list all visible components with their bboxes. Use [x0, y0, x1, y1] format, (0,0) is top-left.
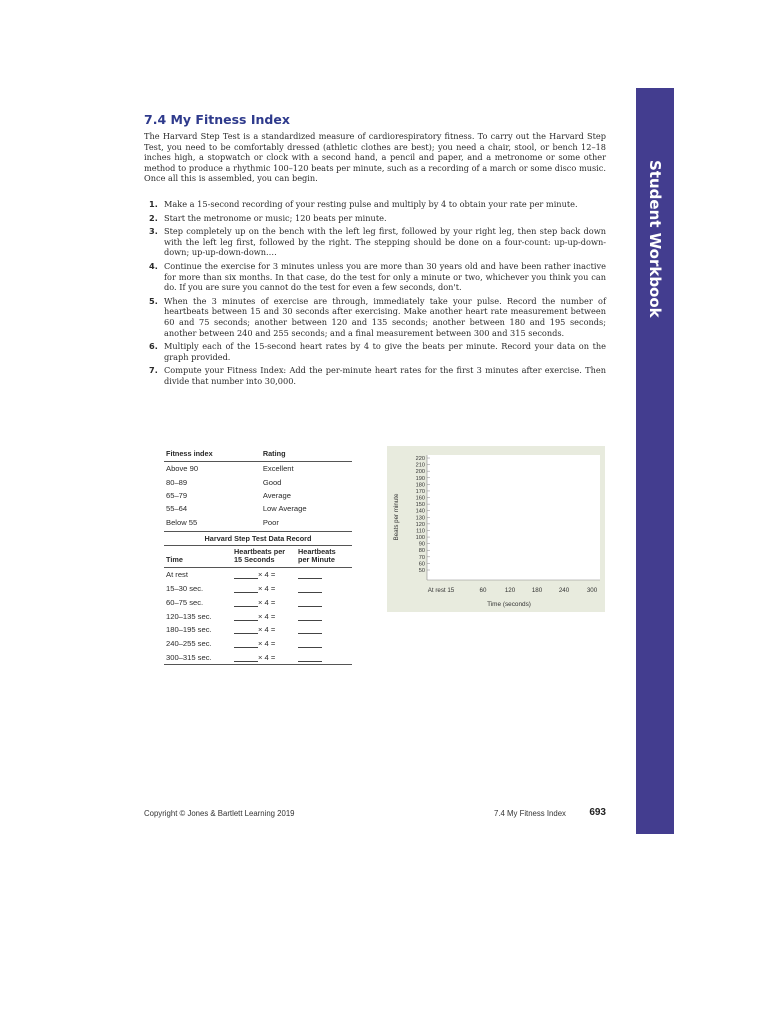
per15-header-line2: 15 Seconds	[234, 555, 275, 565]
per15-entry-cell	[232, 609, 296, 623]
heart-rate-chart	[387, 446, 605, 612]
time-cell: 180–195 sec.	[166, 625, 212, 635]
sidebar-band	[636, 88, 674, 834]
x-tick-label: 240	[558, 587, 570, 594]
fitness-index-cell: 55–64	[166, 504, 188, 514]
fitness-index-cell: Below 55	[166, 517, 198, 527]
y-tick-label: 180	[415, 482, 425, 489]
step-text: Compute your Fitness Index: Add the per-minute heart rates for the first 3 minutes after exercise. Then divide that number into 30,000.	[164, 365, 606, 386]
page-number: 693	[589, 807, 606, 818]
permin-entry-cell	[296, 623, 352, 637]
per15-entry-cell	[232, 637, 296, 651]
step-item	[144, 213, 606, 224]
y-tick-label: 200	[415, 469, 425, 476]
permin-header-line2: per Minute	[298, 555, 335, 565]
x-axis-label: Time (seconds)	[487, 601, 531, 608]
per15-entry-cell	[232, 651, 296, 665]
permin-blank[interactable]	[298, 571, 322, 579]
section-title: 7.4 My Fitness Index	[144, 112, 290, 127]
per15-blank[interactable]	[234, 571, 258, 579]
step-number: 1.	[149, 199, 158, 209]
plot-area	[427, 455, 600, 580]
x-tick-label: 120	[504, 587, 516, 594]
multiplier-text: × 4 =	[258, 584, 276, 594]
per15-entry-cell	[232, 595, 296, 609]
per15-blank[interactable]	[234, 626, 258, 634]
x-tick-label: 180	[531, 587, 543, 594]
y-tick-label: 170	[415, 488, 425, 495]
y-tick-label: 120	[415, 521, 425, 528]
fitness-index-cell: 80–89	[166, 477, 188, 487]
fitness-index-table	[164, 447, 352, 529]
step-item	[144, 341, 606, 362]
table-row	[164, 502, 352, 515]
step-text: Step completely up on the bench with the left leg first, followed by your right leg, then step back down with the left leg first, followed by the right. The stepping should be done on a four-count: up-up-down-down; up-up-down-down.…	[164, 226, 606, 258]
step-text: Make a 15-second recording of your resting pulse and multiply by 4 to obtain your rate per minute.	[164, 199, 578, 209]
multiplier-text: × 4 =	[258, 652, 276, 662]
x-tick-label: 300	[586, 587, 598, 594]
step-item	[144, 226, 606, 258]
y-tick-label: 100	[415, 535, 425, 542]
per15-blank[interactable]	[234, 640, 258, 648]
permin-blank[interactable]	[298, 654, 322, 662]
step-text: When the 3 minutes of exercise are through, immediately take your pulse. Record the number of heartbeats between 15 and 30 seconds after exercising. Make another heart rate measurement between 60 and 75 seconds; another between 120 and 135 seconds; another between 180 and 195 seconds; another between 240 and 255 seconds; and a final measurement between 300 and 315 seconds.	[164, 295, 606, 338]
permin-header	[296, 546, 352, 568]
step-number: 6.	[149, 341, 158, 352]
time-header: Time	[164, 546, 232, 568]
step-text: Start the metronome or music; 120 beats per minute.	[164, 212, 387, 223]
y-tick-label: 60	[418, 561, 425, 568]
per15-blank[interactable]	[234, 599, 258, 607]
per15-blank[interactable]	[234, 613, 258, 621]
fitness-index-cell: 65–79	[166, 490, 188, 500]
permin-blank[interactable]	[298, 626, 322, 634]
per15-entry-cell	[232, 582, 296, 596]
table-row	[164, 637, 352, 651]
per15-blank[interactable]	[234, 654, 258, 662]
heart-rate-graph	[387, 446, 605, 612]
y-tick-label: 160	[415, 495, 425, 502]
steps-list	[144, 199, 606, 390]
step-number: 3.	[149, 226, 158, 237]
permin-blank[interactable]	[298, 613, 322, 621]
time-cell: 240–255 sec.	[166, 639, 212, 649]
y-tick-label: 110	[416, 528, 425, 535]
copyright-text: Copyright © Jones & Bartlett Learning 2019	[144, 809, 295, 818]
time-cell: At rest	[166, 570, 188, 580]
rating-cell: Good	[262, 477, 282, 487]
rating-cell: Average	[262, 490, 291, 500]
per15-entry-cell	[232, 623, 296, 637]
table-row	[164, 489, 352, 502]
time-cell: 60–75 sec.	[166, 597, 204, 607]
sidebar-label: Student Workbook	[646, 160, 664, 318]
table-row	[164, 651, 352, 665]
permin-blank[interactable]	[298, 585, 322, 593]
x-tick-label: 60	[479, 587, 487, 594]
permin-entry-cell	[296, 609, 352, 623]
x-tick-group	[428, 587, 598, 594]
harvard-data-table	[164, 546, 352, 665]
permin-entry-cell	[296, 582, 352, 596]
fitness-index-cell: Above 90	[166, 464, 199, 474]
y-tick-label: 80	[418, 548, 425, 555]
rating-cell: Low Average	[262, 504, 307, 514]
table-row	[164, 623, 352, 637]
multiplier-text: × 4 =	[258, 597, 276, 607]
y-tick-label: 190	[415, 475, 425, 482]
y-tick-label: 150	[415, 502, 425, 509]
table-row	[164, 595, 352, 609]
y-tick-label: 70	[418, 554, 425, 561]
step-number: 5.	[149, 295, 158, 306]
step-number: 2.	[149, 212, 158, 223]
y-tick-label: 90	[418, 541, 425, 548]
permin-entry-cell	[296, 595, 352, 609]
multiplier-text: × 4 =	[258, 625, 276, 635]
step-item	[144, 296, 606, 338]
footer-section-title: 7.4 My Fitness Index	[494, 809, 566, 818]
permin-blank[interactable]	[298, 640, 322, 648]
y-tick-label: 140	[415, 508, 425, 515]
y-tick-label: 130	[415, 515, 425, 522]
time-cell: 15–30 sec.	[166, 584, 204, 594]
time-cell: 300–315 sec.	[164, 651, 232, 665]
table-row	[164, 567, 352, 581]
permin-entry-cell	[296, 567, 352, 581]
fitness-index-header: Fitness index	[164, 447, 259, 462]
tables-block	[164, 447, 352, 665]
per15-header-line1: Heartbeats per	[234, 546, 286, 556]
step-text: Continue the exercise for 3 minutes unless you are more than 30 years old and have been rather inactive for more than six months. In that case, do the test for only a minute or two, whichever you think you can do. If you are sure you cannot do the test for even a few seconds, don't.	[164, 260, 606, 293]
per15-header	[232, 546, 296, 568]
y-tick-label: 210	[415, 462, 425, 469]
table-row	[164, 516, 352, 529]
multiplier-text: × 4 =	[258, 639, 276, 649]
y-tick-label: 220	[415, 456, 425, 462]
harvard-table-title: Harvard Step Test Data Record	[164, 531, 352, 546]
permin-blank[interactable]	[298, 599, 322, 607]
per15-entry-cell	[232, 567, 296, 581]
rating-cell: Poor	[262, 517, 279, 527]
permin-entry-cell	[296, 651, 352, 665]
step-number: 4.	[149, 260, 158, 271]
step-text: Multiply each of the 15-second heart rates by 4 to give the beats per minute. Record your data on the graph provided.	[164, 341, 606, 362]
step-item	[144, 261, 606, 293]
table-row	[164, 609, 352, 623]
time-cell: 120–135 sec.	[166, 611, 212, 621]
rating-cell: Excellent	[262, 464, 294, 474]
y-axis-label: Beats per minute	[393, 493, 400, 541]
table-row	[164, 475, 352, 488]
multiplier-text: × 4 =	[258, 611, 276, 621]
table-row	[164, 462, 352, 476]
intro-paragraph: The Harvard Step Test is a standardized measure of cardiorespiratory fitness. To carry out the Harvard Step Test, you need to be comfortably dressed (athletic clothes are best); you need a chair, stool, or bench 12–18 inches high, a stopwatch or clock with a second hand, a pencil and paper, and a metronome or some other method to produce a rhythmic 100–120 beats per minute, such as a recording of a march or some disco music. Once all this is assembled, you can begin.	[144, 131, 606, 184]
x-tick-label: At rest 15	[427, 587, 455, 594]
step-number: 7.	[149, 365, 158, 376]
table-row	[164, 582, 352, 596]
multiplier-text: × 4 =	[258, 570, 276, 580]
permin-header-line1: Heartbeats	[298, 546, 336, 556]
per15-blank[interactable]	[234, 585, 258, 593]
step-item	[144, 365, 606, 386]
permin-entry-cell	[296, 637, 352, 651]
y-tick-label: 50	[418, 568, 425, 574]
step-item	[144, 199, 606, 210]
rating-header: Rating	[259, 447, 352, 462]
